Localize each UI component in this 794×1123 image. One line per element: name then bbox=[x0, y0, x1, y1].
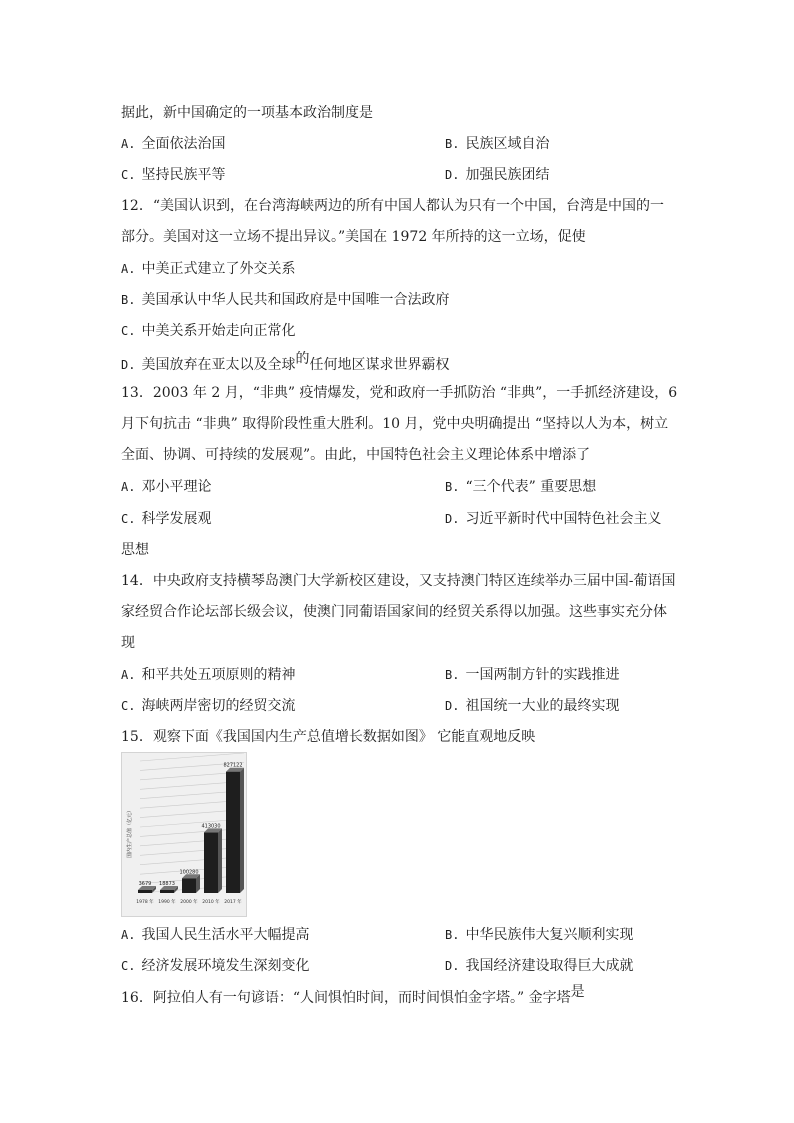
q11-option-b[interactable] bbox=[445, 135, 549, 153]
bar-side bbox=[240, 768, 244, 893]
option-text: 海峡两岸密切的经贸交流 bbox=[141, 698, 296, 714]
q13-stem-line2: 月下旬抗击 “非典” 取得阶段性重大胜利。10 月，党中央明确提出 “坚持以人为本，树立 bbox=[121, 416, 669, 432]
option-text: 一国两制方针的实践推进 bbox=[465, 667, 620, 683]
option-text: 中美关系开始走向正常化 bbox=[141, 323, 296, 339]
option-text: 中华民族伟大复兴顺利实现 bbox=[465, 927, 634, 943]
option-text: 坚持民族平等 bbox=[141, 167, 226, 183]
gdp-chart-svg bbox=[122, 753, 246, 916]
q13-option-a[interactable] bbox=[121, 478, 211, 496]
bar-side bbox=[218, 828, 222, 893]
q14-stem-line2: 家经贸合作论坛部长级会议，使澳门同葡语国家间的经贸关系得以加强。这些事实充分体 bbox=[121, 604, 667, 620]
bar bbox=[160, 890, 174, 893]
option-text: 美国承认中华人民共和国政府是中国唯一合法政府 bbox=[141, 292, 450, 308]
q13-option-b[interactable] bbox=[445, 478, 596, 496]
bar bbox=[182, 878, 196, 893]
q13-stem-line1: 13．2003 年 2 月，“非典” 疫情爆发，党和政府一手抓防治 “非典”，一手抓经济建设，6 bbox=[121, 385, 678, 401]
x-tick-label: 2000 年 bbox=[180, 900, 198, 905]
q13-option-c[interactable] bbox=[121, 510, 211, 528]
option-letter: C. bbox=[121, 699, 136, 713]
q14-stem-line1: 14．中央政府支持横琴岛澳门大学新校区建设，又支持澳门特区连续举办三届中国-葡语国 bbox=[121, 573, 676, 589]
q11-option-c[interactable] bbox=[121, 166, 225, 184]
q14-option-d[interactable] bbox=[445, 697, 619, 715]
bar bbox=[138, 890, 152, 893]
option-text: 和平共处五项原则的精神 bbox=[141, 667, 296, 683]
x-tick-label: 2010 年 bbox=[202, 900, 220, 905]
option-letter: C. bbox=[121, 168, 136, 182]
q13-stem-line3: 全面、协调、可持续的发展观”。由此，中国特色社会主义理论体系中增添了 bbox=[121, 447, 591, 463]
option-text: “三个代表” 重要思想 bbox=[465, 479, 597, 495]
option-letter: A. bbox=[121, 480, 136, 494]
gridline bbox=[140, 753, 244, 761]
q14-option-a[interactable] bbox=[121, 666, 295, 684]
option-letter: B. bbox=[445, 137, 460, 151]
option-letter: B. bbox=[445, 928, 460, 942]
option-text: 我国人民生活水平大幅提高 bbox=[141, 927, 310, 943]
option-letter: B. bbox=[445, 668, 460, 682]
gdp-bar-chart bbox=[121, 752, 247, 917]
option-letter: A. bbox=[121, 262, 136, 276]
option-text: 全面依法治国 bbox=[141, 136, 226, 152]
option-letter: B. bbox=[445, 480, 460, 494]
option-letter: D. bbox=[445, 168, 460, 182]
bar bbox=[204, 832, 218, 893]
q13-option-d-wrap: 思想 bbox=[121, 542, 149, 558]
q12-stem-line1: 12．“美国认识到，在台湾海峡两边的所有中国人都认为只有一个中国，台湾是中国的一 bbox=[121, 198, 664, 214]
q15-option-d[interactable] bbox=[445, 957, 633, 975]
option-text: 科学发展观 bbox=[141, 511, 212, 527]
q15-stem: 15．观察下面《我国国内生产总值增长数据如图》 它能直观地反映 bbox=[121, 729, 536, 745]
bar-data-label: 18873 bbox=[159, 881, 175, 887]
option-text: 美国放弃在亚太以及全球 bbox=[141, 357, 296, 373]
option-letter: D. bbox=[445, 699, 460, 713]
q16-stem-text: 16．阿拉伯人有一句谚语：“人间惧怕时间，而时间惧怕金字塔。” 金字塔 bbox=[121, 990, 571, 1006]
q16-stem-raised: 是 bbox=[570, 984, 585, 1000]
x-tick-label: 2017 年 bbox=[224, 900, 242, 905]
option-letter: D. bbox=[121, 358, 136, 372]
x-tick-label: 1978 年 bbox=[136, 900, 154, 905]
option-letter: A. bbox=[121, 928, 136, 942]
option-letter: C. bbox=[121, 324, 136, 338]
option-letter: A. bbox=[121, 137, 136, 151]
q15-option-a[interactable] bbox=[121, 926, 309, 944]
option-text: 我国经济建设取得巨大成就 bbox=[465, 958, 634, 974]
q13-option-d[interactable] bbox=[445, 510, 661, 528]
bar-data-label: 100280 bbox=[179, 869, 199, 876]
option-text: 祖国统一大业的最终实现 bbox=[465, 698, 620, 714]
y-axis-label: 国内生产总值（亿元） bbox=[127, 807, 133, 859]
q12-option-b[interactable] bbox=[121, 291, 449, 309]
q15-option-b[interactable] bbox=[445, 926, 633, 944]
option-text: 经济发展环境发生深刻变化 bbox=[141, 958, 310, 974]
option-text: 任何地区谋求世界霸权 bbox=[309, 357, 450, 373]
option-letter: A. bbox=[121, 668, 136, 682]
option-text: 加强民族团结 bbox=[465, 167, 550, 183]
q12-stem-line2: 部分。美国对这一立场不提出异议。”美国在 1972 年所持的这一立场，促使 bbox=[121, 229, 586, 245]
q14-option-c[interactable] bbox=[121, 697, 295, 715]
option-text: 习近平新时代中国特色社会主义 bbox=[465, 511, 662, 527]
q15-option-c[interactable] bbox=[121, 957, 309, 975]
q12-option-c[interactable] bbox=[121, 322, 295, 340]
option-text: 民族区域自治 bbox=[465, 136, 550, 152]
q11-option-a[interactable] bbox=[121, 135, 225, 153]
bar-data-label: 827122 bbox=[223, 762, 243, 769]
q11-option-d[interactable] bbox=[445, 166, 549, 184]
option-letter: D. bbox=[445, 959, 460, 973]
q14-option-b[interactable] bbox=[445, 666, 619, 684]
q12-option-a[interactable] bbox=[121, 260, 295, 278]
option-letter: C. bbox=[121, 512, 136, 526]
q16-stem bbox=[121, 984, 585, 1007]
option-letter: D. bbox=[445, 512, 460, 526]
x-tick-label: 1990 年 bbox=[158, 900, 176, 905]
option-text-raised: 的 bbox=[295, 351, 310, 367]
q11-stem: 据此，新中国确定的一项基本政治制度是 bbox=[121, 105, 373, 121]
option-letter: B. bbox=[121, 293, 136, 307]
option-letter: C. bbox=[121, 959, 136, 973]
bar bbox=[226, 772, 240, 893]
option-text: 中美正式建立了外交关系 bbox=[141, 261, 296, 277]
q12-option-d[interactable] bbox=[121, 351, 450, 374]
bar-data-label: 3679 bbox=[138, 881, 152, 887]
q14-stem-line3: 现 bbox=[121, 635, 135, 651]
bar-data-label: 413030 bbox=[201, 823, 221, 830]
option-text: 邓小平理论 bbox=[141, 479, 212, 495]
